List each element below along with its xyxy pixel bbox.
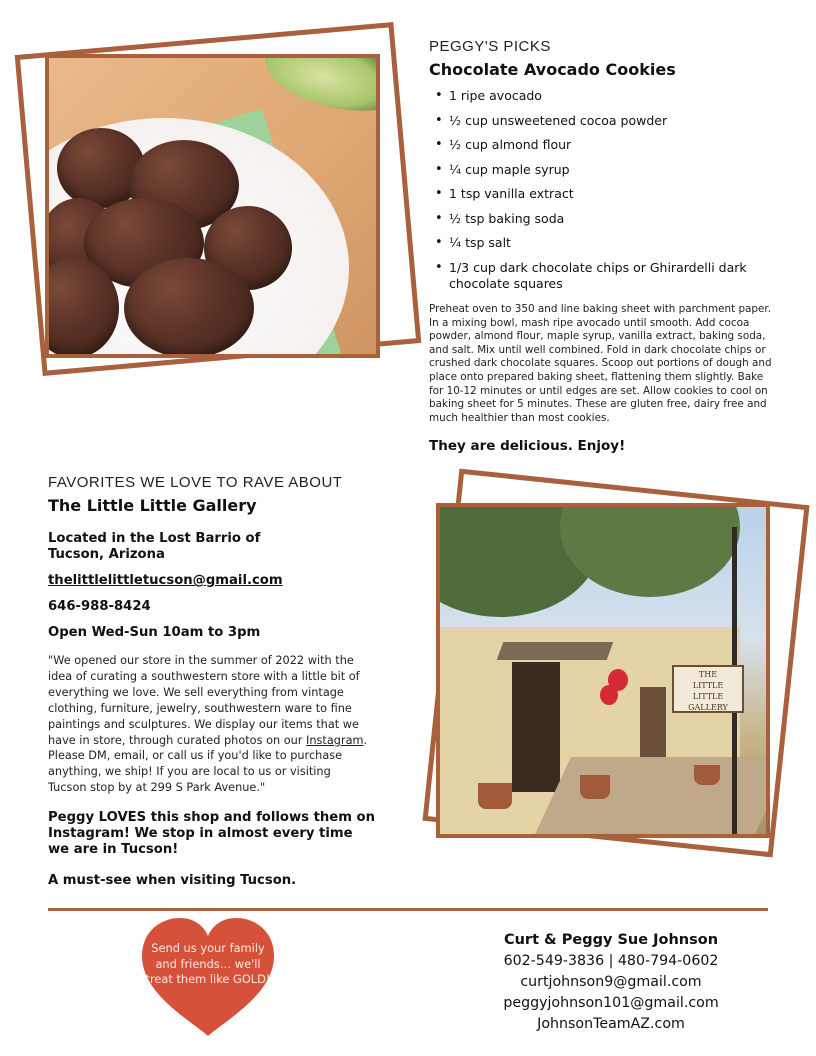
- gallery-location: [48, 531, 260, 563]
- contact-phones: 602-549-3836 | 480-794-0602: [503, 953, 719, 969]
- list-item: • 1 tsp vanilla extract: [429, 186, 749, 202]
- quote-text: "We opened our store in the summer of 2022 with the idea of curating a southwestern store with a little bit of everything we love. We sell everything from vintage clothing, furniture, jewelry, southwestern ware to fine paintings and sculptures. We display our items that we have in store, through curated photos on our: [48, 654, 360, 747]
- contact-website-link[interactable]: JohnsonTeamAZ.com: [537, 1016, 685, 1032]
- gallery-quote: [48, 653, 372, 796]
- avocado-shape: [258, 54, 380, 123]
- planter-shape: [580, 775, 610, 799]
- tree-shape: [560, 503, 740, 597]
- doorway-shape: [512, 662, 560, 792]
- gallery-title: The Little Little Gallery: [48, 496, 257, 515]
- recipe-directions: Preheat oven to 350 and line baking sheet with parchment paper. In a mixing bowl, mash ripe avocado until smooth. Add cocoa powder, almond flour, maple syrup, vanilla extract, baking soda, and salt. Mix until well combined. Fold in dark chocolate chips or crushed dark chocolate squares. Scoop out portions of dough and place onto prepared baking sheet, flattening them slightly. Bake for 10-12 minutes or until edges are set. Allow cookies to cool on baking sheet for 5 minutes. These are gluten free, dairy free and much healthier than most cookies.: [429, 303, 772, 424]
- contact-email-link[interactable]: curtjohnson9@gmail.com: [520, 974, 702, 990]
- gallery-phone: 646-988-8424: [48, 599, 151, 614]
- cookie-photo: [45, 54, 380, 358]
- gallery-section-label: FAVORITES WE LOVE TO RAVE ABOUT: [48, 474, 343, 491]
- sign-text: LITTLE: [692, 681, 724, 690]
- list-item: • ¼ tsp salt: [429, 235, 749, 251]
- contact-name: Curt & Peggy Sue Johnson: [503, 932, 719, 948]
- heart-text: Send us your family and friends… we'll treat them like GOLD!: [145, 941, 271, 986]
- list-item: • 1 ripe avocado: [429, 88, 749, 104]
- gallery-sign: [672, 665, 744, 713]
- footer-divider: [48, 908, 768, 911]
- ingredient-list: [429, 88, 749, 300]
- list-item: • 1/3 cup dark chocolate chips or Ghirardelli dark chocolate squares: [429, 260, 749, 292]
- contact-email-link[interactable]: peggyjohnson101@gmail.com: [503, 995, 719, 1011]
- must-see-note: A must-see when visiting Tucson.: [48, 873, 297, 888]
- doorway-shape: [640, 687, 666, 767]
- gallery-email-link[interactable]: thelittlelittletucson@gmail.com: [48, 573, 283, 588]
- list-item: • ¼ cup maple syrup: [429, 162, 749, 178]
- sign-text: GALLERY: [688, 703, 728, 712]
- location-line: Tucson, Arizona: [48, 547, 165, 562]
- cookie-shape: [124, 258, 254, 358]
- awning-shape: [497, 642, 614, 660]
- gallery-hours: Open Wed-Sun 10am to 3pm: [48, 625, 261, 640]
- gallery-photo: [436, 503, 770, 838]
- list-item: • ½ cup almond flour: [429, 137, 749, 153]
- sign-text: LITTLE: [692, 692, 724, 701]
- list-item: • ½ tsp baking soda: [429, 211, 749, 227]
- quote-text: . Please DM, email, or call us if you'd like to purchase anything, we ship! If you are local to us or visiting Tucson stop by at 299 S Park Avenue.": [48, 733, 368, 795]
- recipe-title: Chocolate Avocado Cookies: [429, 60, 676, 79]
- instagram-link[interactable]: Instagram: [306, 733, 364, 747]
- planter-shape: [478, 783, 512, 809]
- recipe-closing: They are delicious. Enjoy!: [429, 438, 626, 454]
- planter-shape: [694, 765, 720, 785]
- sign-text: THE: [698, 670, 718, 679]
- recipe-section-label: PEGGY'S PICKS: [429, 38, 551, 55]
- list-item: • ½ cup unsweetened cocoa powder: [429, 113, 749, 129]
- balloon-shape: [600, 685, 618, 705]
- location-line: Located in the Lost Barrio of: [48, 531, 261, 546]
- peggy-note: Peggy LOVES this shop and follows them on Instagram! We stop in almost every time we are in Tucson!: [48, 810, 376, 857]
